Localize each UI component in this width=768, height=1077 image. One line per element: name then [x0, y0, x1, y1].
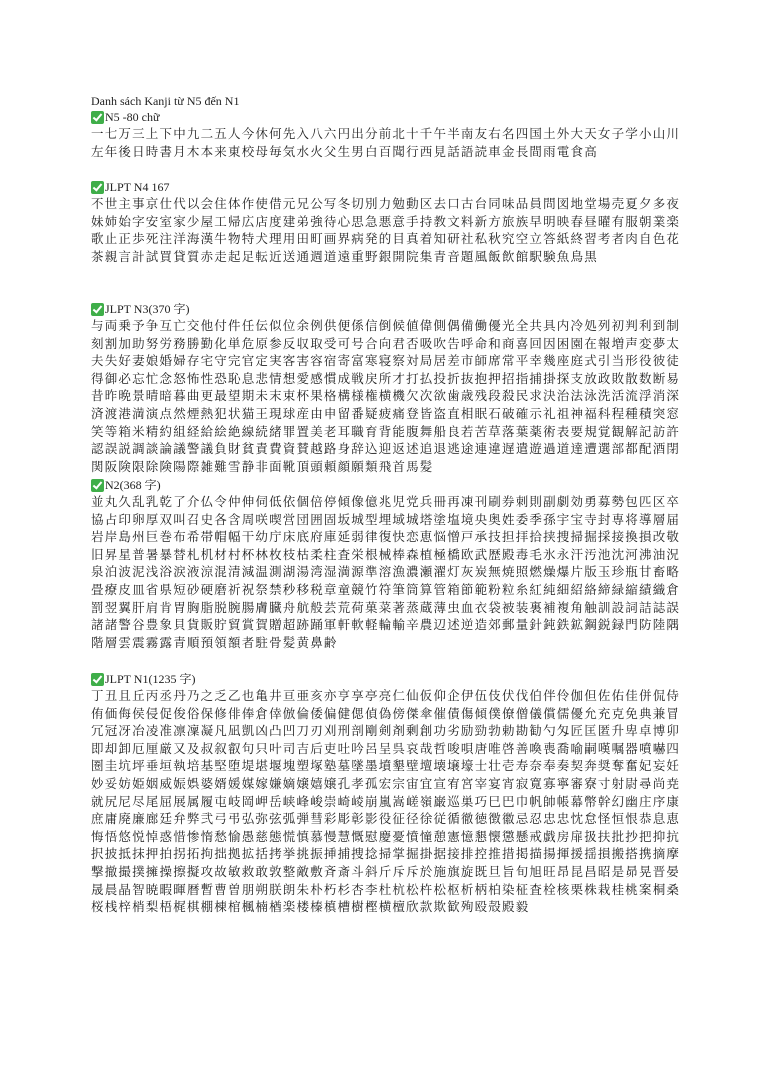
section-heading-n1 — [91, 671, 691, 687]
kanji-list-n4: 不世主事京仕代以会住体作使借元兄公写冬切別力勉動区去口古台同味品員問図地堂場売夏夕多夜妹姉始字安室家少屋工帰広店度建弟強待心思急悪意手持教文料新方旅族早明映春昼曜有服朝業楽歌止正歩死注洋海漢牛物特犬理用田町画界病発的目真着知研社私秋究空立答紙終習考者肉自色花茶親言計試買貸質赤走起足転近送通週道遠重野銀開院集青音題風飯飲館駅験魚鳥黒 — [91, 196, 681, 264]
section-heading-label: N2(368 字) — [105, 478, 161, 492]
section-heading-n2 — [91, 477, 691, 493]
check-mark-icon — [91, 111, 104, 124]
document-page — [91, 93, 691, 1077]
check-mark-icon — [91, 303, 104, 316]
check-mark-icon — [91, 479, 104, 492]
section-heading-n4 — [91, 179, 691, 195]
section-heading-label: N5 -80 chữ — [105, 110, 160, 124]
section-heading-label: JLPT N3(370 字) — [105, 302, 190, 316]
document-title: Danh sách Kanji từ N5 đến N1 — [91, 94, 240, 108]
kanji-list-n3: 与両乗予争互亡交他付件任伝似位余例供便係信倒候値偉側偶備働優光全共具内冷処列初判利到制刻割加助努労務勝勤化単危原参反収取受可号合向君否吸吹告呼命和商喜回因困園在報増声変夢太夫失好妻娘婚婦存宅守完官定実客害容宿寄富寒寝察対局居差市師席常平幸幾座庭式引当形役彼徒得御必忘忙念怒怖性恐恥息悲情想愛感慣成戦戻所才打払投折抜抱押招指捕掛探支放政敗散数断易昔昨晩景晴暗暮曲更最望期未末束杯果格構様権横機欠次欲歯歳残段殺民求決治法泳洗活流浮消深済渡港満演点然煙熱犯状猫王現球産由申留番疑疲痛登皆盗直相眠石破確示礼祖神福科程種積突窓笑等箱米精約組経給絵絶線続緒罪置美老耳職育背能腹舞船良若苦草落葉薬術表要規覚観解記訪許認誤説調談論議警議負財貧責費資賛越路身辞込迎返述追退逃途連違遅遣遊過道達遭選部都配酒閉関阪険限除険陽際雑難雪静非面靴頂頭頼顔願類飛首馬髪 — [91, 318, 681, 474]
check-mark-icon — [91, 673, 104, 686]
check-mark-icon — [91, 181, 104, 194]
section-heading-n3 — [91, 301, 691, 317]
kanji-list-n2: 並丸久乱乳乾了介仏令仲伸伺低依個倍停傾像億兆児党兵冊再凍刊刷券刺則副劇効勇募勢包匹区卒協占印卵厚双叫召史各含周咲喫営団囲固坂城型埋域城塔塗塩境央奥姓委季孫宇宝寺封専将導層届岩岸島州巨巻布希帯帽幅干幼庁床底府庫延弱律復快恋恵悩憎戸承技担拝拾挟捜掃掘採接換損改敬旧昇星普暑暴替札机材村杯林枚枝枯柔柱査栄根械棒森植極橋欧武歴殿毒毛氷永汗汚池沈河沸油況泉泊波泥浅浴涙液涼混清減温測湖湯湾湿満源準溶漁濃瀬濯灯灰炭無焼照燃燥爆片版玉珍瓶甘畜略畳療皮皿省県短砂硬磨祈祝祭禁秒移税章童競竹符筆筒算管箱節範粉粒糸紅純細紹絡締緑縮績織倉罰翌翼肝肩肯胃胸脂脱腕腸膚臓舟航般芸荒荷菓菜著蒸蔵薄虫血衣袋被装裏補複角触訓設詞詰誌誤諸諸警谷豊象貝貨販貯貿賞賀贈超跡踊軍軒軟軽輪輸辛農辺述逆造郊郵量針鈍鉄鉱鋼鋭録門防陸隅階層雲震霧露青順預領額者駐骨髪黄鼻齢 — [91, 494, 681, 650]
section-heading-n5 — [91, 109, 691, 125]
kanji-list-n1: 丁丑且丘丙丞丹乃之乏乙也亀井亘亜亥亦亨享亭亮仁仙仮仰企伊伍伎伏伐伯伴伶伽但佐佑佳併侃侍侑価侮侯侵促俊俗保修俳俸倉倖倣倫倭偏健偲偵偽傍傑傘催債傷傾僕僚僧儀償儒優允充克免典兼冒冗冠冴冶凌准凛凜凝凡凪凱凶凸凹刀刃刈刑剖剛剣剤剰創功劣励勁勃勅勘勧勺匁匠匡匿升卑卓博卯即却卸厄厘厳又及叔叙叡句只叶司吉后吏吐吟呂呈呉哀哉哲唆唄唐唯啓善喚喪喬喻嗣嘆嘱器噴嚇四圏圭坑坪垂垣執培基堅堕堤堪堰塊塑塚塾墓墜墨墳墾壁壇壊壌壕士壮壱寿奈奉奏契奔奨奪奮妃妄妊妙妥妨姫姻威娠娯婆婿媛媒嫁嫌嫡嬢嬉嬢孔孝孤宏宗宙宜宣宥宮宰宴宵寂寛寡寧審寮寸射尉尋尚尭就尻尼尽尾屈展属履屯岐岡岬岳峡峰峻崇崎崚崩嵐嵩嵯嶺巌巡巣巧巳巴巾帆帥帳幕幣幹幻幽庄序康庶庸廃廉廊廷弁弊弐弓弔弘弥弦弧弾彗彩彫彰影役征径徐従循徹徳徴徽忌忍忠忠忱怠怪恒恨恭息恵悔悟悠悦悼惑惜惨惰愁愉愚慈態慌慎慕慢慧慨慰慶憂憤憧憩憲憶懇懐懲懸戒戯房扉扱扶批抄把抑抗択披抵抹押拍拐拓拘拙拠拡括拷挙挑振挿捕捜捻掃掌掘掛据接排控推措掲描揚揮援揺損搬搭携摘摩撃撤撮撲擁操擦擬攻故敏救敢敦整敵敷斉斎斗斜斤斥斥於施旗旋既旦旨旬旭旺昂昆昌昭是昴晃晋晏晟晨晶智暁暇暉暦暫曹曽朋朔朕朗朱朴朽杉杏李杜杭松杵松枢析柄柏染柾査栓核栗株栽桂桃案桐桑桜桟梓梢梨梧梶棋棚棟棺楓楠楢楽楼榛槙槽樹樫横檀欣款欺歓殉殴殻殿毅 — [91, 688, 681, 915]
section-heading-label: JLPT N4 167 — [105, 180, 170, 194]
kanji-list-n5: 一七万三上下中九二五人今休何先入八六円出分前北十千午半南友右名四国土外大天女子学小山川左年後日時書月木本来東校母毎気水火父生男白百聞行西見話語読車金長間雨電食高 — [91, 126, 681, 159]
section-heading-label: JLPT N1(1235 字) — [105, 672, 196, 686]
